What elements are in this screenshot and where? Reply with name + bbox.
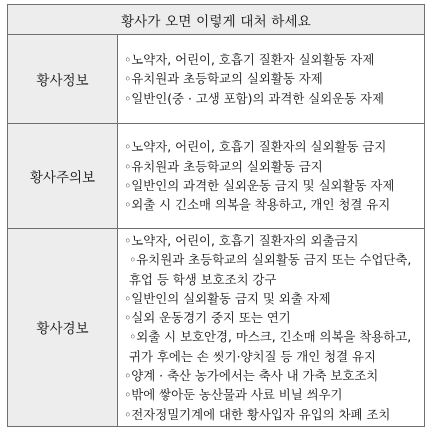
row-content-warning	[118, 229, 425, 427]
yellow-dust-guide-table	[7, 4, 425, 427]
list-item: ◦외출 시 보호안경, 마스크, 긴소매 의복을 착용하고, 귀가 후에는 손 씻기·양치질 등 개인 청결 유지	[129, 329, 412, 364]
table-title: 황사가 오면 이렇게 대처 하세요	[8, 5, 425, 35]
row-label-advisory: 황사주의보	[8, 124, 118, 229]
table-row-warning	[8, 229, 425, 427]
row-content-advisory	[118, 124, 425, 229]
list-item: ◦밖에 쌓아둔 농산물과 사료 비닐 씌우기	[124, 387, 343, 403]
list-item: ◦양계 · 축산 농가에서는 축사 내 가축 보호조치	[124, 368, 379, 384]
table-header-row	[8, 5, 425, 35]
list-item: ◦실외 운동경기 중지 또는 연기	[124, 310, 291, 326]
list-item: ◦전자정밀기계에 대한 황사입자 유입의 차폐 조치	[124, 406, 391, 422]
list-item: ◦외출 시 긴소매 의복을 착용하고, 개인 청결 유지	[124, 197, 391, 213]
list-item: ◦노약자, 어린이, 호흡기 질환자의 실외활동 금지	[124, 139, 387, 155]
table-row-advisory	[8, 124, 425, 229]
list-item: ◦노약자, 어린이, 호흡기 질환자 실외활동 자제	[124, 52, 375, 68]
list-item: ◦일반인의 과격한 실외운동 금지 및 실외활동 자제	[124, 178, 395, 193]
row-label-warning: 황사경보	[8, 229, 118, 427]
list-item: ◦노약자, 어린이, 호흡기 질환자의 외출금지	[124, 233, 359, 248]
table-row-info	[8, 35, 425, 124]
row-label-info: 황사정보	[8, 35, 118, 124]
row-content-info	[118, 35, 425, 124]
list-item: ◦유치원과 초등학교의 실외활동 금지 또는 수업단축, 휴업 등 학생 보호조치 강구	[129, 252, 412, 287]
list-item: ◦유치원과 초등학교의 실외활동 자제	[124, 71, 323, 87]
list-item: ◦일반인의 실외활동 금지 및 외출 자제	[124, 290, 331, 306]
list-item: ◦유치원과 초등학교의 실외활동 금지	[124, 158, 323, 174]
list-item: ◦일반인(중 · 고생 포함)의 과격한 실외운동 자제	[124, 90, 384, 106]
